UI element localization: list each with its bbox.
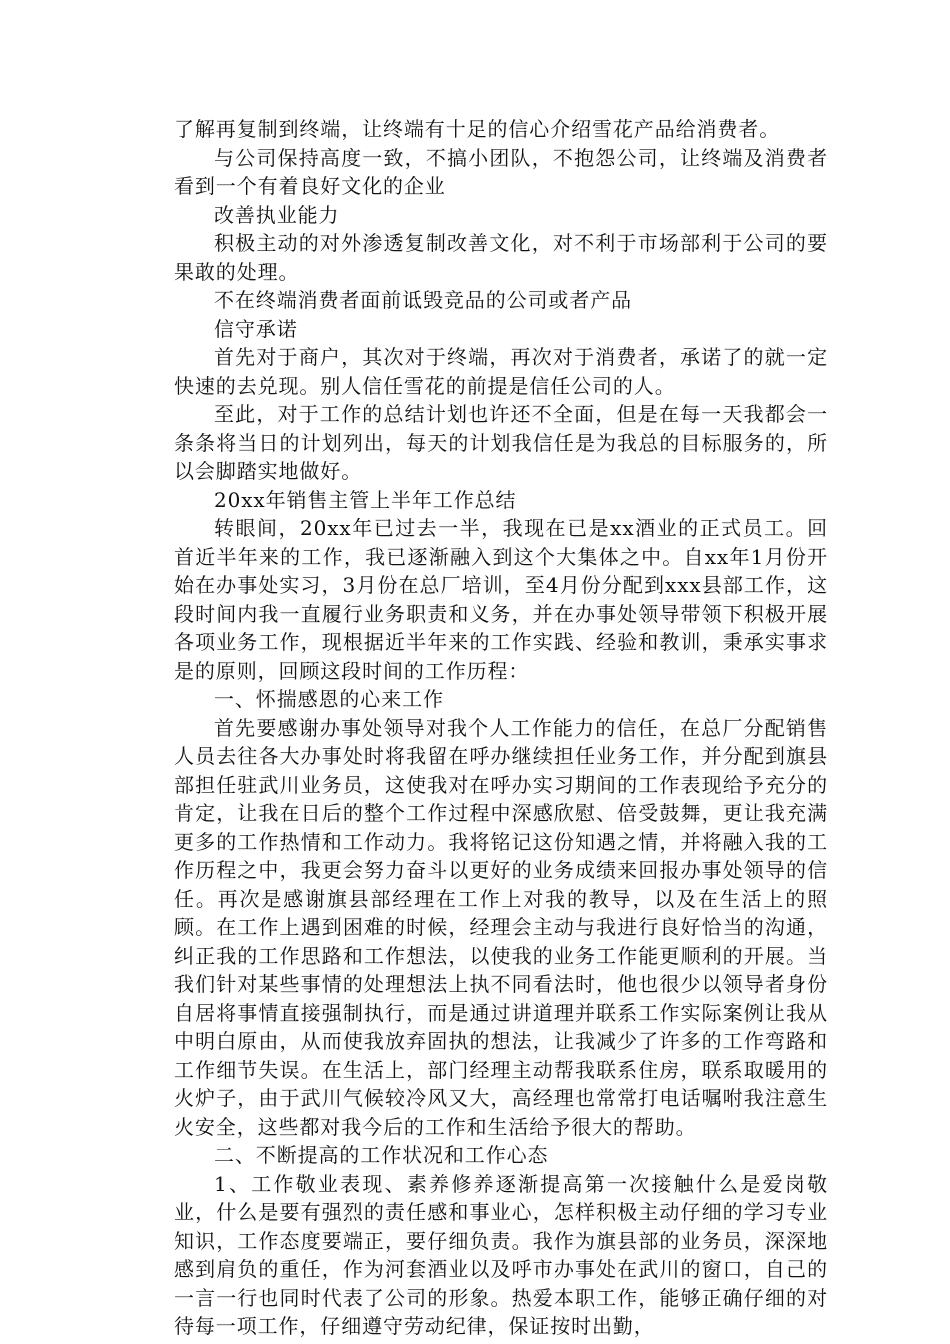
document-body xyxy=(174,115,828,1341)
section-heading: 改善执业能力 xyxy=(214,202,340,227)
section-heading: 二、不断提高的工作状况和工作心态 xyxy=(214,1143,549,1167)
paragraph: 积极主动的对外渗透复制改善文化，对不利于市场部利于公司的要果敢的处理。 xyxy=(174,231,828,284)
paragraph-continued: 了解再复制到终端，让终端有十足的信心介绍雪花产品给消费者。 xyxy=(174,117,781,141)
paragraph: 首先要感谢办事处领导对我个人工作能力的信任，在总厂分配销售人员去往各大办事处时将我留在呼办继续担任业务工作，并分配到旗县部担任驻武川业务员，这使我对在呼办实习期间的工作表现给予充分的肯定，让我在日后的整个工作过程中深感欣慰、倍受鼓舞，更让我充满更多的工作热情和工作动力。我将铭记这份知遇之情，并将融入我的工作历程之中，我更会努力奋斗以更好的业务成绩来回报办事处领导的信任。再次是感谢旗县部经理在工作上对我的教导，以及在生活上的照顾。在工作上遇到困难的时候，经理会主动与我进行良好恰当的沟通，纠正我的工作思路和工作想法，以使我的业务工作能更顺利的开展。当我们针对某些事情的处理想法上执不同看法时，他也很少以领导者身份自居将事情直接强制执行，而是通过讲道理并联系工作实际案例让我从中明白原由，从而使我放弃固执的想法，让我减少了许多的工作弯路和工作细节失误。在生活上，部门经理主动帮我联系住房，联系取暖用的火炉子，由于武川气候较冷风又大，高经理也常常打电话嘱咐我注意生火安全，这些都对我今后的工作和生活给予很大的帮助。 xyxy=(174,715,828,1139)
paragraph: 转眼间，20xx年已过去一半，我现在已是xx酒业的正式员工。回首近半年来的工作，我已逐渐融入到这个大集体之中。自xx年1月份开始在办事处实习，3月份在总厂培训，至4月份分配到xxx县部工作，这段时间内我一直履行业务职责和义务，并在办事处领导带领下积极开展各项业务工作，现根据近半年来的工作实践、经验和教训，秉承实事求是的原则，回顾这段时间的工作历程： xyxy=(174,516,828,683)
paragraph: 与公司保持高度一致，不搞小团队，不抱怨公司，让终端及消费者看到一个有着良好文化的企业 xyxy=(174,145,828,198)
section-heading: 一、怀揣感恩的心来工作 xyxy=(214,687,444,711)
paragraph: 首先对于商户，其次对于终端，再次对于消费者，承诺了的就一定快速的去兑现。别人信任雪花的前提是信任公司的人。 xyxy=(174,345,828,398)
paragraph: 不在终端消费者面前诋毁竞品的公司或者产品 xyxy=(214,288,632,312)
section-heading: 信守承诺 xyxy=(214,316,298,341)
document-title: 20xx年销售主管上半年工作总结 xyxy=(214,487,517,512)
paragraph: 1、工作敬业表现、素养修养逐渐提高第一次接触什么是爱岗敬业，什么是要有强烈的责任感和事业心，怎样积极主动仔细的学习专业知识，工作态度要端正，要仔细负责。我作为旗县部的业务员，深深地感到肩负的重任，作为河套酒业以及呼市办事处在武川的窗口，自己的一言一行也同时代表了公司的形象。热爱本职工作，能够正确仔细的对待每一项工作，仔细遵守劳动纪律，保证按时出勤， xyxy=(174,1171,828,1338)
paragraph: 至此，对于工作的总结计划也许还不全面，但是在每一天我都会一条条将当日的计划列出，每天的计划我信任是为我总的目标服务的，所以会脚踏实地做好。 xyxy=(174,402,828,483)
